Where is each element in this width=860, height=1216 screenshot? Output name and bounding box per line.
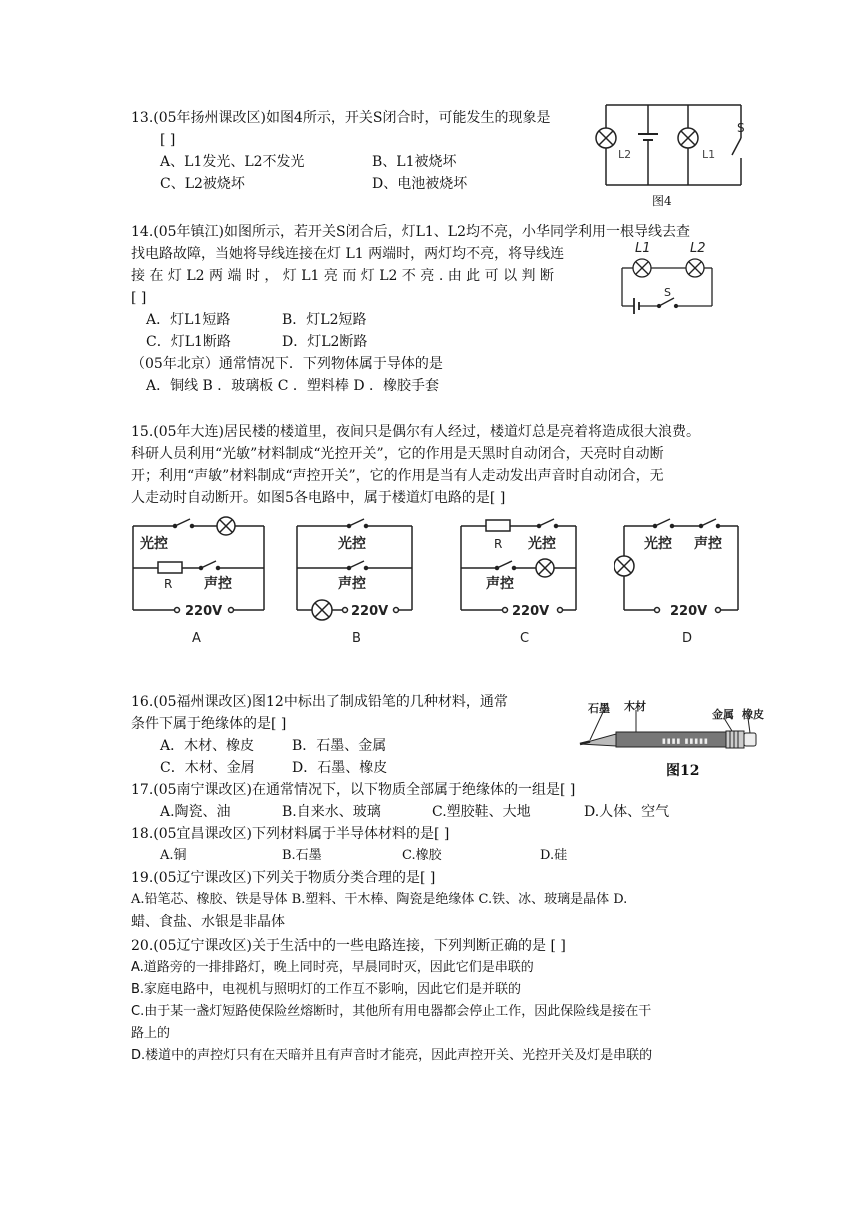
q16-option-a: A．木材、橡皮 bbox=[160, 738, 255, 754]
q17-option-c: C.塑胶鞋、大地 bbox=[432, 804, 531, 820]
circuit-d bbox=[614, 516, 754, 646]
figure-4-circuit bbox=[590, 100, 750, 190]
svg-text:▮▮▮▮ ▮▮▮▮▮: ▮▮▮▮ ▮▮▮▮▮ bbox=[662, 737, 709, 745]
fig4-caption: 图4 bbox=[652, 194, 672, 208]
q18-option-b: B.石墨 bbox=[282, 848, 322, 863]
q16-line-2: 条件下属于绝缘体的是[ ] bbox=[131, 716, 287, 732]
q15-line-4: 人走动时自动断开。如图5各电路中，属于楼道灯电路的是[ ] bbox=[131, 490, 506, 506]
circuit-c-voltage-label: 220V bbox=[512, 604, 550, 619]
q20-stem: 20.(05辽宁课改区)关于生活中的一些电路连接，下列判断正确的是 [ ] bbox=[131, 938, 566, 954]
circuit-a-label: A bbox=[192, 631, 201, 646]
circuit-c-light-label: 光控 bbox=[528, 536, 556, 552]
q18-option-c: C.橡胶 bbox=[402, 848, 442, 863]
q14-l2-label: L2 bbox=[690, 241, 706, 256]
q17-option-b: B.自来水、玻璃 bbox=[282, 804, 381, 820]
q19-line-3: 蜡、食盐、水银是非晶体 bbox=[131, 914, 285, 930]
q18-stem: 18.(05宜昌课改区)下列材料属于半导体材料的是[ ] bbox=[131, 826, 450, 842]
q13-stem: 13.(05年扬州课改区)如图4所示，开关S闭合时，可能发生的现象是 bbox=[131, 110, 551, 126]
q17-stem: 17.(05南宁课改区)在通常情况下，以下物质全部属于绝缘体的一组是[ ] bbox=[131, 782, 576, 798]
q18-option-d: D.硅 bbox=[540, 848, 568, 863]
circuit-b-light-label: 光控 bbox=[338, 536, 366, 552]
q20-option-b: B.家庭电路中，电视机与照明灯的工作互不影响，因此它们是并联的 bbox=[131, 982, 522, 997]
fig4-l2-label: L2 bbox=[618, 148, 632, 161]
q15-line-2: 科研人员利用“光敏”材料制成“光控开关”，它的作用是天黑时自动闭合，天亮时自动断 bbox=[131, 446, 664, 462]
circuit-b-label: B bbox=[352, 631, 361, 646]
q14-circuit-figure bbox=[612, 236, 722, 318]
q14-option-c: C．灯L1断路 bbox=[146, 334, 231, 350]
q14-line-3: 接 在 灯 L2 两 端 时 ， 灯 L1 亮 而 灯 L2 不 亮 . 由 此 可 以 判 断 bbox=[131, 268, 554, 284]
circuit-b-voltage-label: 220V bbox=[351, 604, 389, 619]
circuit-d-sound-label: 声控 bbox=[694, 536, 722, 552]
circuit-a bbox=[128, 516, 268, 646]
fig12-rubber-label: 橡皮 bbox=[742, 708, 764, 721]
q20-option-d: D.楼道中的声控灯只有在天暗并且有声音时才能亮，因此声控开关、光控开关及灯是串联的 bbox=[131, 1048, 653, 1063]
q19-line-2: A.铅笔芯、橡胶、铁是导体 B.塑料、干木棒、陶瓷是绝缘体 C.铁、冰、玻璃是晶体 D. bbox=[131, 892, 628, 907]
q19-stem: 19.(05辽宁课改区)下列关于物质分类合理的是[ ] bbox=[131, 870, 436, 886]
q13-option-b: B、L1被烧坏 bbox=[372, 154, 457, 170]
q15-line-3: 开；利用“声敏”材料制成“声控开关”，它的作用是当有人走动发出声音时自动闭合，无 bbox=[131, 468, 664, 484]
q18-option-a: A.铜 bbox=[160, 848, 187, 863]
q17-option-d: D.人体、空气 bbox=[584, 804, 670, 820]
circuit-d-light-label: 光控 bbox=[644, 536, 672, 552]
q17-option-a: A.陶瓷、油 bbox=[160, 804, 231, 820]
q-beijing-stem: （05年北京）通常情况下．下列物体属于导体的是 bbox=[131, 356, 443, 372]
circuit-a-r-label: R bbox=[164, 577, 173, 591]
circuit-c-sound-label: 声控 bbox=[486, 576, 514, 592]
q14-switch-label: S bbox=[664, 286, 671, 299]
circuit-c bbox=[456, 516, 596, 646]
q16-option-c: C．木材、金屑 bbox=[160, 760, 255, 776]
fig12-graphite-label: 石墨 bbox=[588, 702, 610, 715]
q16-option-d: D．石墨、橡皮 bbox=[292, 760, 388, 776]
circuit-b bbox=[292, 516, 432, 646]
q15-line-1: 15.(05年大连)居民楼的楼道里，夜间只是偶尔有人经过，楼道灯总是亮着将造成很大浪费。 bbox=[131, 424, 701, 440]
q14-line-2: 找电路故障，当她将导线连接在灯 L1 两端时，两灯均不亮，将导线连 bbox=[131, 246, 565, 262]
q20-option-a: A.道路旁的一排排路灯，晚上同时亮，早晨同时灭，因此它们是串联的 bbox=[131, 960, 534, 975]
circuit-d-voltage-label: 220V bbox=[670, 604, 708, 619]
q13-option-d: D、电池被烧坏 bbox=[372, 176, 468, 192]
fig4-switch-label: S bbox=[737, 121, 745, 135]
figure-12-pencil bbox=[576, 698, 786, 754]
circuit-d-label: D bbox=[682, 631, 693, 646]
circuit-c-label: C bbox=[520, 631, 530, 646]
q20-option-c-line-2: 路上的 bbox=[131, 1026, 171, 1041]
q-beijing-options: A．铜线 B ．玻璃板 C ．塑料棒 D ．橡胶手套 bbox=[146, 378, 440, 394]
q14-l1-label: L1 bbox=[635, 241, 651, 256]
q13-option-a: A、L1发光、L2不发光 bbox=[160, 154, 305, 170]
q14-answer-bracket: [ ] bbox=[131, 290, 147, 306]
circuit-a-voltage-label: 220V bbox=[185, 604, 223, 619]
q14-option-d: D．灯L2断路 bbox=[282, 334, 368, 350]
circuit-a-light-label: 光控 bbox=[140, 536, 168, 552]
q16-option-b: B．石墨、金属 bbox=[292, 738, 387, 754]
q13-answer-bracket: [ ] bbox=[160, 132, 176, 148]
circuit-c-r-label: R bbox=[494, 537, 503, 551]
fig12-caption: 图12 bbox=[666, 763, 700, 779]
q20-option-c-line-1: C.由于某一盏灯短路使保险丝熔断时，其他所有用电器都会停止工作，因此保险线是接在干 bbox=[131, 1004, 652, 1019]
q14-option-a: A．灯L1短路 bbox=[146, 312, 231, 328]
q14-option-b: B．灯L2短路 bbox=[282, 312, 367, 328]
fig4-l1-label: L1 bbox=[702, 148, 716, 161]
circuit-a-sound-label: 声控 bbox=[204, 576, 232, 592]
q16-line-1: 16.(05福州课改区)图12中标出了制成铅笔的几种材料，通常 bbox=[131, 694, 508, 710]
fig12-wood-label: 木材 bbox=[624, 700, 646, 713]
fig12-metal-label: 金属 bbox=[712, 708, 734, 721]
q14-line-1: 14.(05年镇江)如图所示，若开关S闭合后，灯L1、L2均不亮，小华同学利用一根导线去查 bbox=[131, 224, 690, 240]
circuit-b-sound-label: 声控 bbox=[338, 576, 366, 592]
q13-option-c: C、L2被烧坏 bbox=[160, 176, 245, 192]
